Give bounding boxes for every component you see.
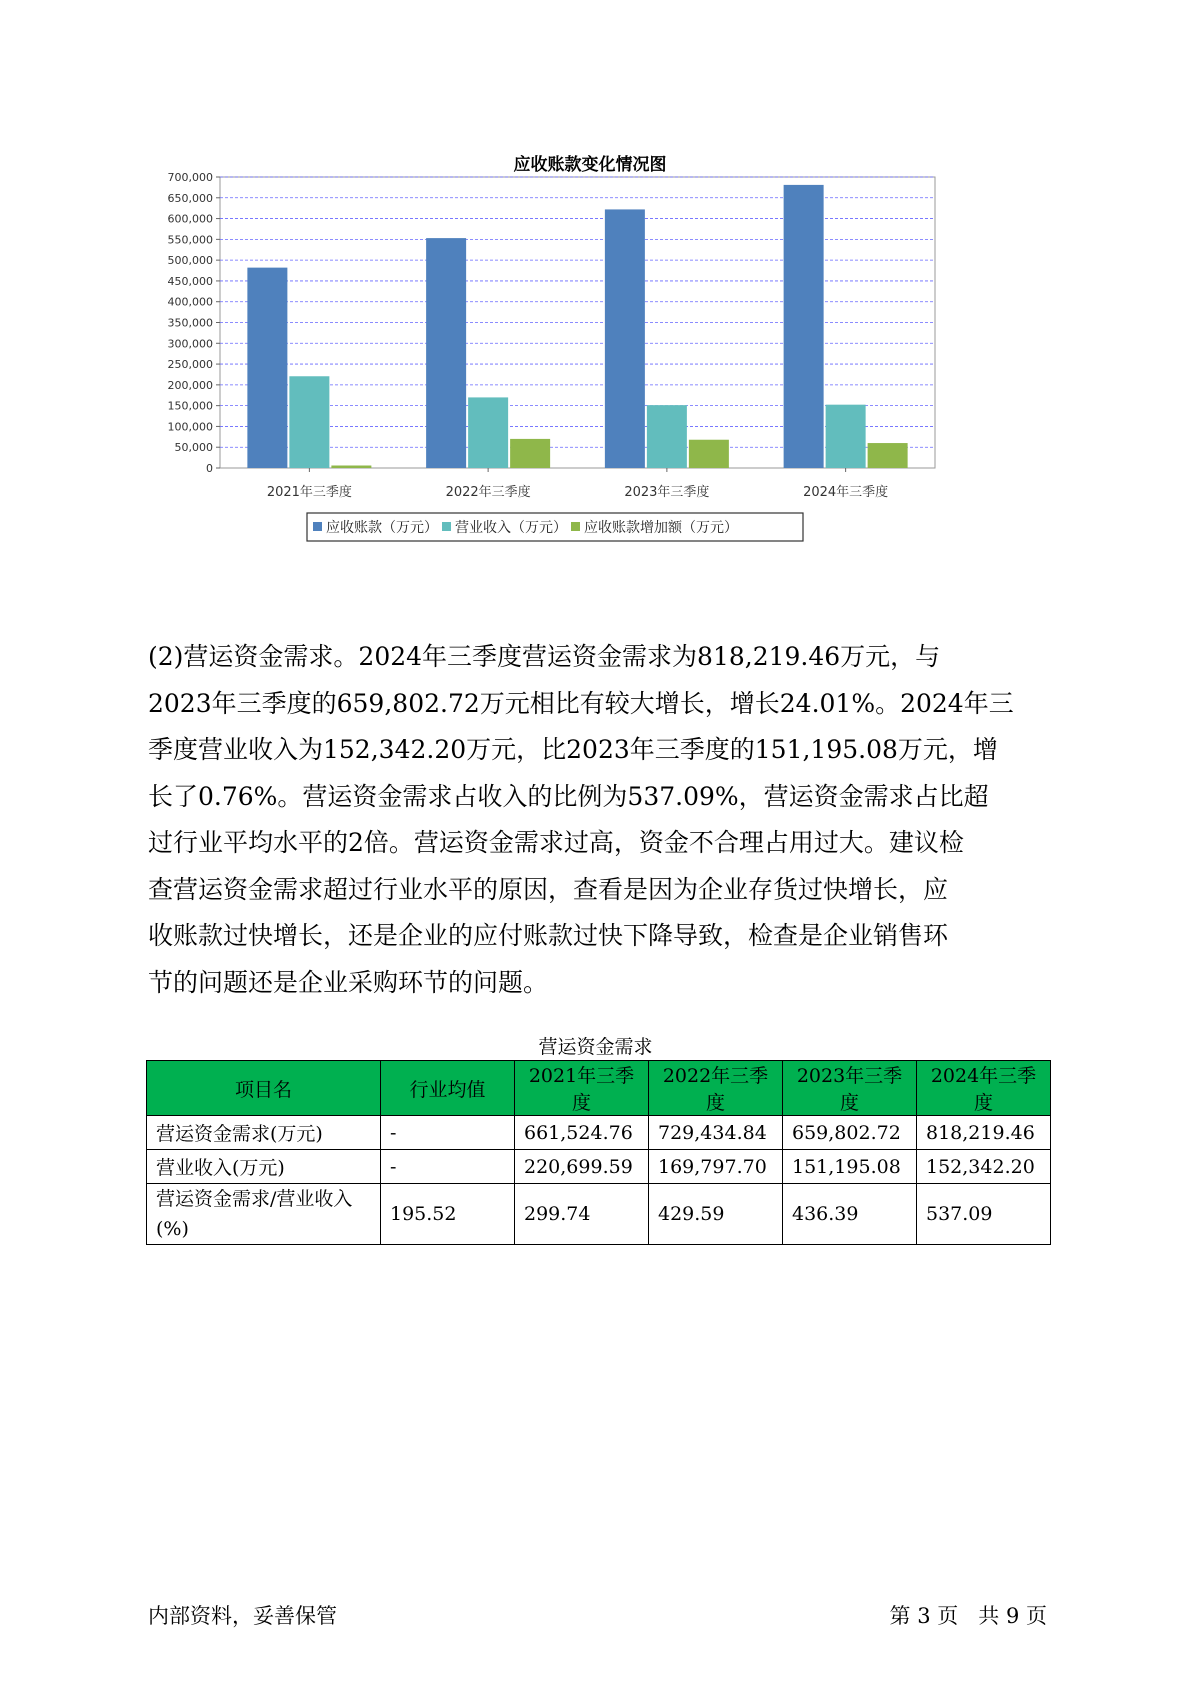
legend-label: 应收账款（万元） bbox=[326, 520, 438, 536]
bar bbox=[826, 405, 866, 468]
table-cell: 195.52 bbox=[381, 1184, 515, 1245]
y-tick-label: 700,000 bbox=[167, 171, 213, 184]
paragraph-line: 季度营业收入为152,342.20万元，比2023年三季度的151,195.08万元，增 bbox=[148, 735, 998, 764]
table-cell: 537.09 bbox=[917, 1184, 1051, 1245]
bar bbox=[689, 440, 729, 468]
table-cell: 659,802.72 bbox=[783, 1116, 917, 1150]
chart-canvas bbox=[150, 140, 1030, 600]
y-tick-label: 550,000 bbox=[167, 233, 213, 247]
table-row bbox=[147, 1116, 1051, 1150]
bar bbox=[510, 439, 550, 468]
y-tick-label: 650,000 bbox=[167, 191, 213, 205]
y-tick-label: 250,000 bbox=[167, 358, 213, 372]
bar bbox=[426, 238, 466, 468]
bar bbox=[331, 466, 371, 468]
y-tick-label: 50,000 bbox=[174, 441, 213, 455]
bar bbox=[468, 397, 508, 468]
y-tick-label: 0 bbox=[206, 462, 213, 475]
table-cell: 营运资金需求/营业收入(%) bbox=[147, 1184, 381, 1245]
y-tick-label: 300,000 bbox=[167, 337, 213, 351]
table-cell: 661,524.76 bbox=[515, 1116, 649, 1150]
table-header-row bbox=[147, 1061, 1051, 1116]
x-tick-label: 2023年三季度 bbox=[624, 485, 710, 500]
table-cell: 151,195.08 bbox=[783, 1150, 917, 1184]
bar bbox=[289, 376, 329, 468]
bar bbox=[868, 443, 908, 468]
header-cell: 项目名 bbox=[147, 1061, 381, 1116]
table-row bbox=[147, 1184, 1051, 1245]
bar bbox=[605, 209, 645, 468]
y-tick-label: 500,000 bbox=[167, 254, 213, 268]
paragraph-line: 节的问题还是企业采购环节的问题。 bbox=[148, 967, 549, 997]
y-tick-label: 100,000 bbox=[167, 420, 213, 434]
x-tick-label: 2021年三季度 bbox=[266, 485, 352, 500]
paragraph-line: 过行业平均水平的2倍。营运资金需求过高，资金不合理占用过大。建议检 bbox=[148, 828, 964, 857]
table-cell: 729,434.84 bbox=[649, 1116, 783, 1150]
paragraph-line: (2)营运资金需求。2024年三季度营运资金需求为818,219.46万元，与 bbox=[148, 642, 941, 671]
table-cell: 299.74 bbox=[515, 1184, 649, 1245]
paragraph-line: 查营运资金需求超过行业水平的原因，查看是因为企业存货过快增长，应 bbox=[148, 874, 949, 904]
table-title: 营运资金需求 bbox=[538, 1036, 653, 1058]
table-cell: 818,219.46 bbox=[917, 1116, 1051, 1150]
footer-page-number: 第 3 页 共 9 页 bbox=[889, 1604, 1047, 1628]
y-tick-label: 450,000 bbox=[167, 274, 213, 288]
paragraph-line: 长了0.76%。营运资金需求占收入的比例为537.09%，营运资金需求占比超 bbox=[148, 781, 989, 811]
working-capital-table bbox=[146, 1060, 1051, 1245]
paragraph-line: 收账款过快增长，还是企业的应付账款过快下降导致，检查是企业销售环 bbox=[148, 921, 949, 950]
table-cell: 436.39 bbox=[783, 1184, 917, 1245]
paragraph-line: 2023年三季度的659,802.72万元相比有较大增长，增长24.01%。2024年三 bbox=[148, 688, 1014, 718]
table-cell: - bbox=[381, 1116, 515, 1150]
header-cell: 2023年三季度 bbox=[783, 1061, 917, 1116]
receivables-chart bbox=[150, 140, 1030, 600]
bar bbox=[784, 185, 824, 468]
y-tick-label: 600,000 bbox=[167, 212, 213, 226]
y-tick-label: 350,000 bbox=[167, 316, 213, 330]
header-cell: 2024年三季度 bbox=[917, 1061, 1051, 1116]
table-cell: 169,797.70 bbox=[649, 1150, 783, 1184]
legend-swatch bbox=[571, 522, 580, 531]
chart-title: 应收账款变化情况图 bbox=[513, 155, 667, 175]
table-cell: - bbox=[381, 1150, 515, 1184]
y-tick-label: 400,000 bbox=[167, 295, 213, 309]
table-cell: 152,342.20 bbox=[917, 1150, 1051, 1184]
x-tick-label: 2024年三季度 bbox=[803, 485, 889, 500]
y-tick-label: 200,000 bbox=[167, 378, 213, 392]
table-cell: 营运资金需求(万元) bbox=[147, 1116, 381, 1150]
y-tick-label: 150,000 bbox=[167, 399, 213, 413]
table-cell: 429.59 bbox=[649, 1184, 783, 1245]
legend-label: 营业收入（万元） bbox=[455, 520, 567, 536]
table-cell: 220,699.59 bbox=[515, 1150, 649, 1184]
header-cell: 2021年三季度 bbox=[515, 1061, 649, 1116]
header-cell: 2022年三季度 bbox=[649, 1061, 783, 1116]
legend-swatch bbox=[313, 522, 322, 531]
bar bbox=[247, 268, 287, 468]
header-cell: 行业均值 bbox=[381, 1061, 515, 1116]
footer-confidential-note: 内部资料，妥善保管 bbox=[148, 1604, 337, 1628]
body-paragraph bbox=[148, 634, 1048, 1006]
legend-swatch bbox=[442, 522, 451, 531]
bar bbox=[647, 405, 687, 468]
x-tick-label: 2022年三季度 bbox=[445, 485, 531, 500]
table-row bbox=[147, 1150, 1051, 1184]
table-cell: 营业收入(万元) bbox=[147, 1150, 381, 1184]
legend-label: 应收账款增加额（万元） bbox=[584, 520, 738, 536]
